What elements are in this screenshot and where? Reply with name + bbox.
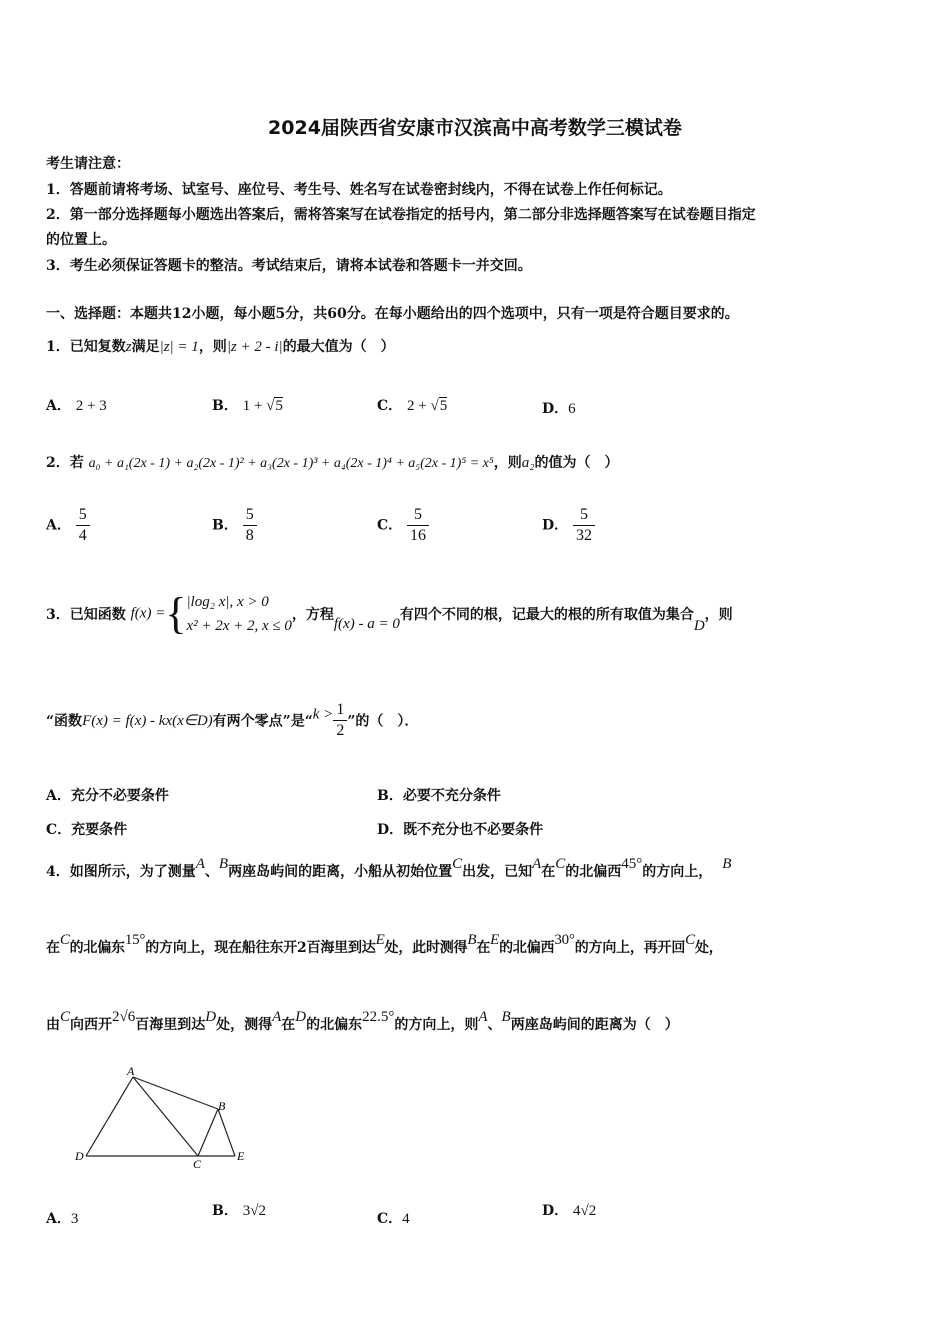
label-b: B [218, 1099, 226, 1113]
q4-option-b[interactable]: B． 3√2 [212, 1203, 266, 1219]
q3-half: $\frac{1}{2}$ [333, 700, 347, 741]
q3-equation: f(x) - a = 0 [333, 616, 400, 632]
q1-z: z [125, 339, 132, 355]
q1-option-a[interactable]: A． 2 + 3 [46, 398, 107, 414]
q1-text-1: 1．已知复数 [46, 339, 126, 355]
q3-k: k > [312, 706, 334, 723]
q3-fx: f(x) = [130, 605, 166, 622]
q1-text-3: ，则 [198, 339, 227, 355]
q2-option-b[interactable]: B． $\frac{5}{8}$ [212, 505, 257, 546]
question-4-line-3: 由C向西开2√6百海里到达D处，测得A在D的北偏东22.5°的方向上，则A、B两座岛屿间的距离为（ ） [46, 1009, 679, 1033]
q4-option-d[interactable]: D． 4√2 [542, 1203, 597, 1219]
q1-expression: |z + 2 - i| [226, 339, 283, 355]
q3-function-F: F(x) = f(x) - kx(x∈D) [82, 713, 213, 729]
q3-option-c[interactable]: C．充要条件 [46, 822, 128, 838]
q1-option-d[interactable]: D．6 [542, 401, 576, 417]
q2-text-1: 2．若 [46, 455, 84, 471]
q4-option-c[interactable]: C．4 [377, 1211, 410, 1227]
q2-text-3: 的值为（ ） [534, 455, 619, 471]
q3-option-a[interactable]: A．充分不必要条件 [46, 788, 169, 804]
q3-option-b[interactable]: B．必要不充分条件 [377, 788, 501, 804]
segment-da [86, 1077, 133, 1156]
question-3: 3．已知函数 f(x) ={ |log₂ x|, x > 0 x² + 2x + 2, x ≤ 0 ，方程f(x) - a = 0有四个不同的根，记最大的根的所有取值为集合D，则 [46, 589, 733, 638]
question-1 [46, 336, 395, 356]
question-3-cont: “函数F(x) = f(x) - kx(x∈D)有两个零点”是“k > $\frac{1}{2}$ ”的（ ）． [46, 701, 419, 739]
q2-text-2: ，则 [493, 455, 522, 471]
label-d: D [75, 1149, 84, 1163]
q1-option-b[interactable]: B． 1 + √5 [212, 398, 283, 414]
q1-option-c[interactable]: C． 2 + √5 [377, 398, 448, 414]
brace: { [165, 589, 187, 638]
question-4-line-1: 4．如图所示，为了测量A、B两座岛屿间的距离，小船从初始位置C出发，已知A在C的北偏西45°的方向上， B [46, 856, 732, 880]
segment-cb [198, 1109, 218, 1156]
q2-var: a₂ [521, 455, 535, 471]
notice-heading: 考生请注意： [46, 156, 130, 172]
q1-text-4: 的最大值为（ ） [282, 339, 395, 355]
segment-be [218, 1109, 235, 1156]
q3-set-d: D [693, 618, 705, 634]
notice-item-2-cont: 的位置上。 [46, 232, 116, 248]
page-title: 2024届陕西省安康市汉滨高中高考数学三模试卷 [268, 117, 682, 139]
notice-item-3: 3．考生必须保证答题卡的整洁。考试结束后，请将本试卷和答题卡一并交回。 [46, 258, 532, 274]
label-c: C [193, 1157, 202, 1171]
q3-option-d[interactable]: D．既不充分也不必要条件 [377, 822, 544, 838]
q2-equation: a₀ + a₁(2x - 1) + a₂(2x - 1)² + a₃(2x - 1)³ + a₄(2x - 1)⁴ + a₅(2x - 1)⁵ = x⁵ [88, 456, 494, 471]
q4-option-a[interactable]: A．3 [46, 1211, 79, 1227]
q2-option-a[interactable]: A． $\frac{5}{4}$ [46, 505, 90, 546]
label-e: E [237, 1149, 245, 1163]
q1-condition: |z| = 1 [159, 339, 199, 355]
q4-figure [70, 1062, 260, 1172]
q2-option-c[interactable]: C． $\frac{5}{16}$ [377, 505, 429, 546]
label-a: A [127, 1064, 135, 1078]
question-2 [46, 452, 618, 472]
notice-item-2: 2．第一部分选择题每小题选出答案后，需将答案写在试卷指定的括号内，第二部分非选择题答案写在试卷题目指定 [46, 207, 756, 223]
q2-option-d[interactable]: D． $\frac{5}{32}$ [542, 505, 595, 546]
section-heading: 一、选择题：本题共12小题，每小题5分，共60分。在每小题给出的四个选项中，只有一项是符合题目要求的。 [46, 306, 739, 322]
q3-piecewise: |log₂ x|, x > 0 x² + 2x + 2, x ≤ 0 [186, 594, 292, 634]
notice-item-1: 1．答题前请将考场、试室号、座位号、考生号、姓名写在试卷密封线内，不得在试卷上作任何标记。 [46, 182, 672, 198]
question-4-line-2: 在C的北偏东15°的方向上，现在船往东开2百海里到达E处，此时测得B在E的北偏西30°的方向上，再开回C处， [46, 932, 723, 956]
q1-text-2: 满足 [131, 339, 160, 355]
